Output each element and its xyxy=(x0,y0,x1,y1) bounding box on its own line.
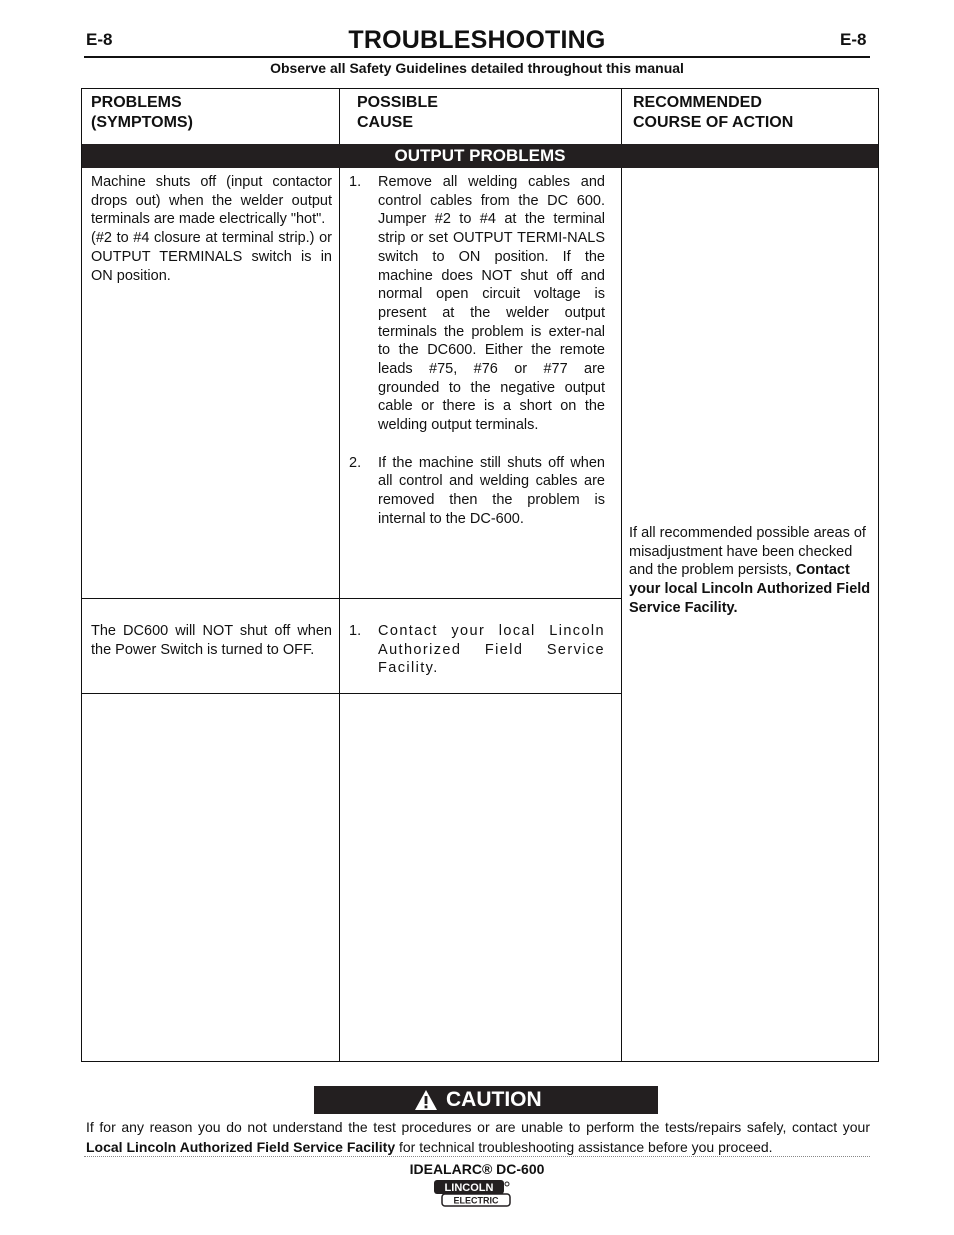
cause-text: If the machine still shuts off when all control and welding cables are removed then the problem is internal to the DC-600. xyxy=(378,454,605,527)
column-header-action: RECOMMENDED COURSE OF ACTION xyxy=(633,94,794,131)
logo-text-bottom: ELECTRIC xyxy=(453,1195,499,1206)
caution-label: CAUTION xyxy=(446,1088,542,1111)
product-name: IDEALARC® DC-600 xyxy=(409,1161,545,1177)
caution-text-start: If for any reason you do not understand the test procedures or are unable to perform the tests/repairs safely, contact your xyxy=(86,1119,870,1135)
title-rule xyxy=(84,56,870,58)
symptom-text: The DC600 will NOT shut off when the Power Switch is turned to OFF. xyxy=(91,623,332,658)
row-divider xyxy=(82,598,621,599)
cause-number: 2. xyxy=(349,454,362,471)
cause-text: Remove all welding cables and control cables from the DC 600. Jumper #2 to #4 at the terminal strip or set OUTPUT TERMI-NALS switch to ON position. If the machine does NOT shut off and normal open circuit voltage is present at the welder output terminals the problem is exter-nal to the DC600. Either the remote leads #75, #76 or #77 are grounded to the negative output cable or there is a short on the welding output terminals. xyxy=(378,174,605,434)
safety-note: Observe all Safety Guidelines detailed throughout this manual xyxy=(270,60,684,76)
lincoln-electric-logo xyxy=(433,1179,511,1207)
action-text: If all recommended possible areas of misadjustment have been checked and the problem persists, xyxy=(629,525,866,579)
page-number-right: E-8 xyxy=(840,30,867,49)
column-header-cause: POSSIBLE CAUSE xyxy=(357,94,438,131)
troubleshooting-table xyxy=(81,88,879,1062)
logo-text-top: LINCOLN xyxy=(444,1182,494,1194)
action-contact: Contact your local Lincoln Authorized Field Service Facility. xyxy=(629,562,871,616)
column-divider xyxy=(621,89,622,1061)
section-title: OUTPUT PROBLEMS xyxy=(394,146,566,165)
caution-text-bold: Local Lincoln Authorized Field Service Facility xyxy=(86,1139,396,1155)
cause-text: Contact your local Lincoln Authorized Field Service Facility. xyxy=(378,623,605,677)
row-divider xyxy=(82,693,621,694)
column-divider xyxy=(339,89,340,1061)
cause-item xyxy=(349,454,605,529)
cause-item xyxy=(349,173,605,435)
recommended-action xyxy=(629,524,876,618)
warning-icon xyxy=(414,1089,438,1111)
column-header-problems: PROBLEMS (SYMPTOMS) xyxy=(91,94,193,131)
cause-list xyxy=(349,173,605,528)
cause-number: 1. xyxy=(349,174,362,190)
page-number-left: E-8 xyxy=(86,30,113,49)
caution-text-end: for technical troubleshooting assistance before you proceed. xyxy=(395,1139,773,1155)
cause-number: 1. xyxy=(349,623,362,639)
symptom-text: Machine shuts off (input contactor drops out) when the welder output terminals are made electrically "hot". (#2 to #4 closure at terminal strip.) or OUTPUT TERMINALS switch is in ON position. xyxy=(91,174,332,284)
page-title: TROUBLESHOOTING xyxy=(348,26,606,54)
cause-list xyxy=(349,622,605,678)
footer-rule xyxy=(84,1156,870,1157)
caution-text xyxy=(86,1117,870,1157)
cause-item xyxy=(349,622,605,678)
